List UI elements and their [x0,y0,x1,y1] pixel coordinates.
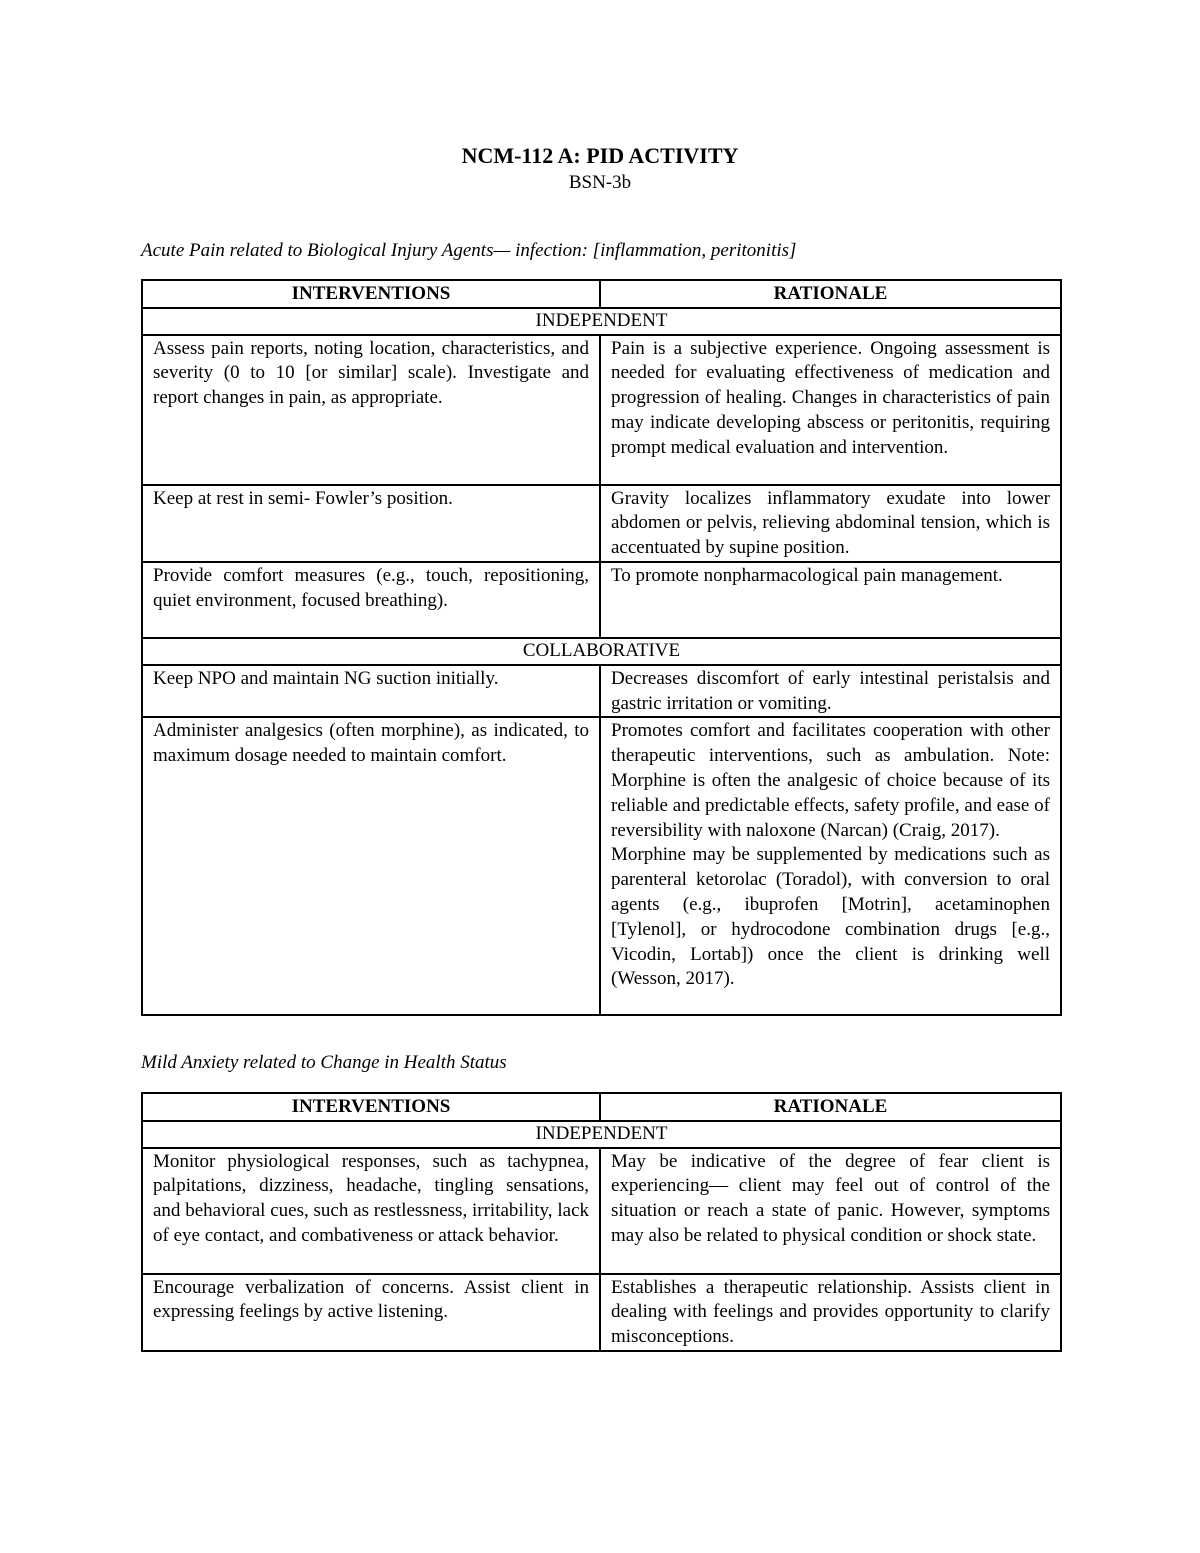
table-row [142,562,1061,638]
table-row [142,335,1061,485]
table-row [142,1274,1061,1351]
rationale-cell: Gravity localizes inflammatory exudate into lower abdomen or pelvis, relieving abdominal tension, which is accentuated by supine position. [600,485,1061,562]
section-row [142,1121,1061,1148]
rationale-paragraph: Promotes comfort and facilitates cooperation with other therapeutic interventions, such as ambulation. Note: Morphine is often the analgesic of choice because of its reliable and predictable effects, safety profile, and ease of reversibility with naloxone (Narcan) (Craig, 2017). [611,720,1050,841]
intervention-cell: Keep at rest in semi- Fowler’s position. [142,485,600,562]
diagnosis-heading-acute-pain: Acute Pain related to Biological Injury Agents— infection: [inflammation, peritonitis] [141,240,797,261]
rationale-cell: Decreases discomfort of early intestinal peristalsis and gastric irritation or vomiting. [600,665,1061,718]
intervention-cell: Encourage verbalization of concerns. Assist client in expressing feelings by active listening. [142,1274,600,1351]
column-header-interventions: INTERVENTIONS [142,280,600,308]
intervention-cell: Monitor physiological responses, such as tachypnea, palpitations, dizziness, headache, tingling sensations, and behavioral cues, such as restlessness, irritability, lack of eye contact, and combativeness or attack behavior. [142,1148,600,1274]
table-row [142,485,1061,562]
rationale-cell: May be indicative of the degree of fear client is experiencing— client may feel out of control of the situation or reach a state of panic. However, symptoms may also be related to physical condition or shock state. [600,1148,1061,1274]
document-subtitle: BSN-3b [568,172,632,193]
care-plan-table-acute-pain [141,279,1062,1016]
section-label-collaborative: COLLABORATIVE [142,638,1061,665]
column-header-rationale: RATIONALE [600,280,1061,308]
care-plan-table-mild-anxiety [141,1092,1062,1352]
section-label-independent: INDEPENDENT [142,1121,1061,1148]
table-row [142,1148,1061,1274]
section-row [142,308,1061,335]
column-header-interventions: INTERVENTIONS [142,1093,600,1121]
rationale-cell: Establishes a therapeutic relationship. Assists client in dealing with feelings and provides opportunity to clarify misconceptions. [600,1274,1061,1351]
table-header-row [142,1093,1061,1121]
intervention-cell: Keep NPO and maintain NG suction initially. [142,665,600,718]
rationale-cell: Pain is a subjective experience. Ongoing assessment is needed for evaluating effectiveness of medication and progression of healing. Changes in characteristics of pain may indicate developing abscess or peritonitis, requiring prompt medical evaluation and intervention. [600,335,1061,485]
rationale-cell: To promote nonpharmacological pain management. [600,562,1061,638]
table-row [142,665,1061,718]
intervention-cell: Assess pain reports, noting location, characteristics, and severity (0 to 10 [or similar] scale). Investigate and report changes in pain, as appropriate. [142,335,600,485]
intervention-cell: Provide comfort measures (e.g., touch, repositioning, quiet environment, focused breathing). [142,562,600,638]
diagnosis-heading-mild-anxiety: Mild Anxiety related to Change in Health Status [141,1052,507,1073]
rationale-cell [600,717,1061,1015]
intervention-cell: Administer analgesics (often morphine), as indicated, to maximum dosage needed to maintain comfort. [142,717,600,1015]
column-header-rationale: RATIONALE [600,1093,1061,1121]
rationale-paragraph: Morphine may be supplemented by medications such as parenteral ketorolac (Toradol), with conversion to oral agents (e.g., ibuprofen [Motrin], acetaminophen [Tylenol], or hydrocodone combination drugs [e.g., Vicodin, Lortab]) once the client is drinking well (Wesson, 2017). [611,844,1050,990]
document-title: NCM-112 A: PID ACTIVITY [461,143,739,168]
table-header-row [142,280,1061,308]
table-row [142,717,1061,1015]
section-row [142,638,1061,665]
section-label-independent: INDEPENDENT [142,308,1061,335]
